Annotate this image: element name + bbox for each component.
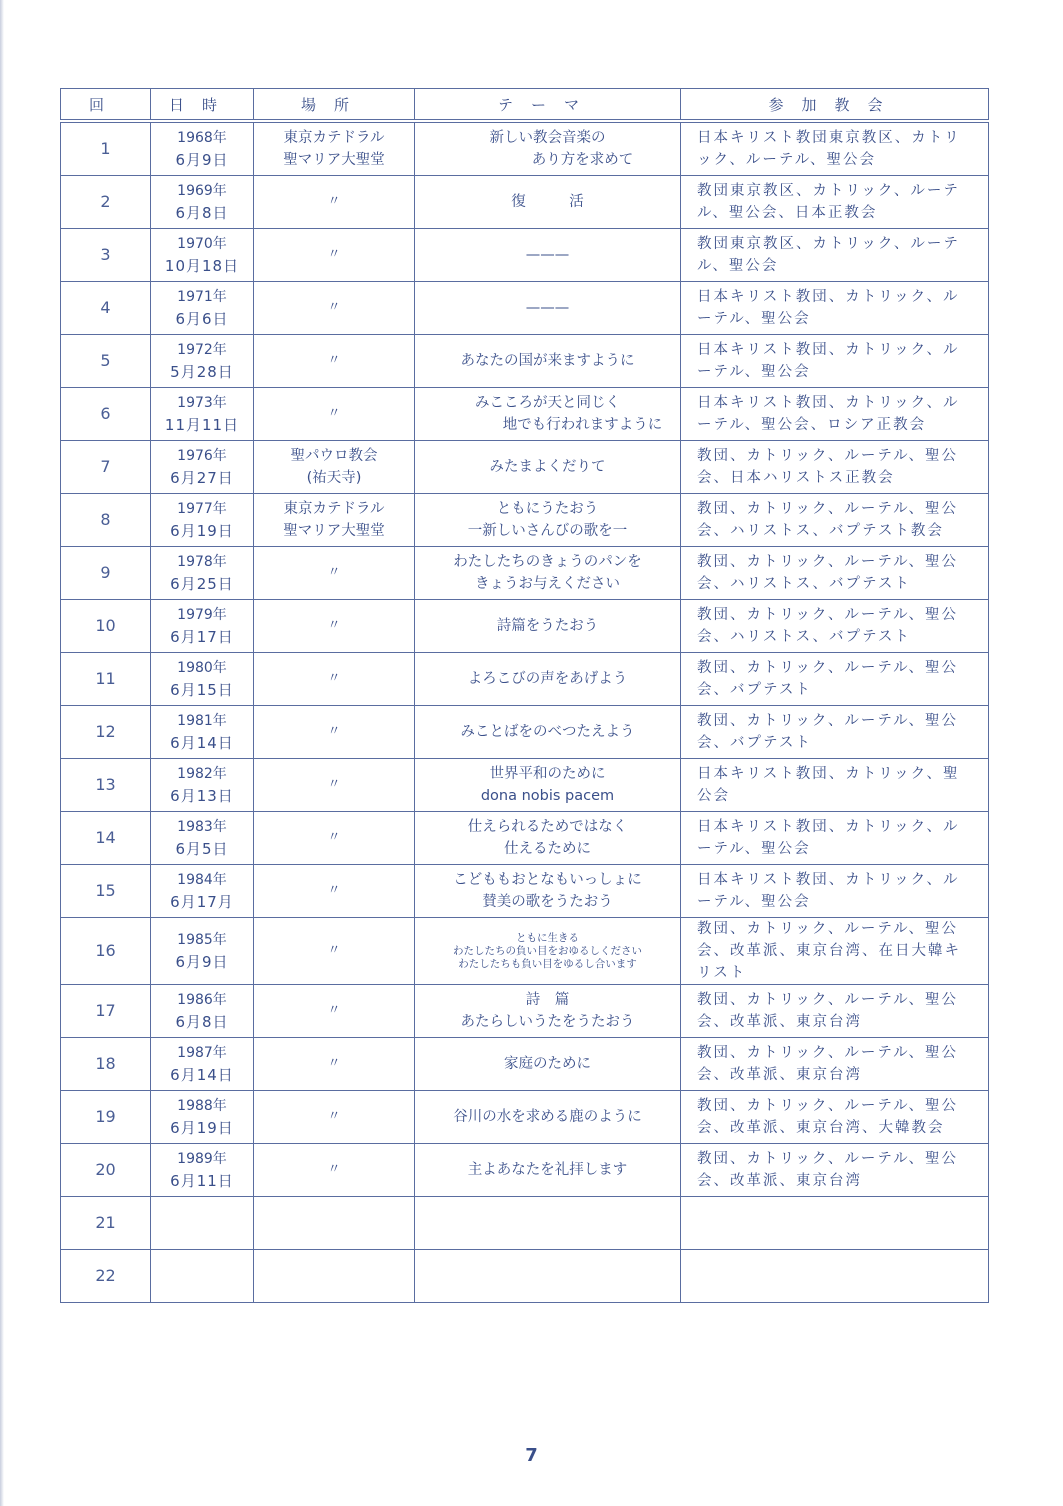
row-number: 6 [61,388,151,441]
theme-line: 世界平和のために [489,766,606,782]
row-churches: 教団、カトリック、ルーテル、聖公会、改革派、東京台湾、在日大韓キリスト [681,918,989,985]
theme-line: 賛美の歌をうたおう [482,894,613,910]
date-month-day: 6月11日 [170,1172,234,1190]
place-line: 聖マリア大聖堂 [283,523,385,539]
row-theme [415,1091,681,1144]
table-row [61,282,989,335]
row-churches: 教団、カトリック、ルーテル、聖公会、改革派、東京台湾 [681,1038,989,1091]
row-churches: 教団、カトリック、ルーテル、聖公会、ハリストス、バプテスト [681,547,989,600]
table-row [61,1038,989,1091]
row-churches [681,1197,989,1250]
place-line: 聖マリア大聖堂 [283,152,385,168]
theme-line: みたまよくだりて [489,459,606,475]
theme-line: あなたの国が来ますように [460,353,635,369]
theme-line: あたらしいうたをうたおう [460,1014,635,1030]
date-month-day: 6月13日 [170,787,234,805]
theme-line: 主よあなたを礼拝します [467,1162,628,1178]
date-year: 1989年 [177,1151,227,1167]
row-number: 20 [61,1144,151,1197]
row-churches: 日本キリスト教団、カトリック、ルーテル、聖公会 [681,282,989,335]
date-year: 1981年 [177,713,227,729]
row-number: 12 [61,706,151,759]
ditto-mark: 〃 [327,247,341,262]
row-number: 3 [61,229,151,282]
date-year: 1986年 [177,992,227,1008]
row-theme [415,229,681,282]
theme-line: 谷川の水を求める鹿のように [453,1109,642,1125]
table-row [61,1250,989,1303]
ditto-mark: 〃 [327,565,341,580]
date-month-day: 6月17日 [170,628,234,646]
date-month-day: 6月8日 [175,1013,229,1031]
row-date [151,918,254,985]
row-date [151,706,254,759]
row-place [254,759,415,812]
row-place [254,494,415,547]
row-date [151,865,254,918]
row-theme [415,600,681,653]
date-month-day: 6月9日 [175,953,229,971]
row-theme [415,1038,681,1091]
ditto-mark: 〃 [327,618,341,633]
row-theme [415,176,681,229]
row-churches: 教団、カトリック、ルーテル、聖公会、ハリストス、バプテスト教会 [681,494,989,547]
place-line: 東京カテドラル [283,130,385,146]
ditto-mark: 〃 [327,724,341,739]
date-year: 1979年 [177,607,227,623]
ditto-mark: 〃 [327,353,341,368]
date-year: 1973年 [177,395,227,411]
row-place [254,282,415,335]
row-number: 7 [61,441,151,494]
table-row [61,600,989,653]
row-date [151,653,254,706]
row-number: 4 [61,282,151,335]
row-date [151,547,254,600]
theme-line: みことばをのべつたえよう [460,724,635,740]
table-body [61,121,989,1303]
row-number: 11 [61,653,151,706]
ditto-mark: 〃 [327,671,341,686]
theme-line: dona nobis pacem [480,788,615,804]
row-number: 14 [61,812,151,865]
row-date [151,1038,254,1091]
theme-line: あり方を求めて [531,152,634,168]
ditto-mark: 〃 [327,1056,341,1071]
ditto-mark: 〃 [327,406,341,421]
date-year: 1988年 [177,1098,227,1114]
date-year: 1972年 [177,342,227,358]
row-place [254,600,415,653]
row-churches: 教団、カトリック、ルーテル、聖公会、ハリストス、バプテスト [681,600,989,653]
row-churches: 日本キリスト教団東京教区、カトリック、ルーテル、聖公会 [681,121,989,176]
header-date: 日時 [151,89,254,122]
table-row [61,335,989,388]
row-number: 10 [61,600,151,653]
row-date [151,1091,254,1144]
theme-line: 新しい教会音楽の [489,130,606,146]
date-month-day: 6月15日 [170,681,234,699]
row-theme [415,494,681,547]
date-year: 1970年 [177,236,227,252]
row-place [254,1250,415,1303]
date-year: 1968年 [177,130,227,146]
date-year: 1984年 [177,872,227,888]
date-year: 1987年 [177,1045,227,1061]
table-row [61,865,989,918]
row-theme [415,759,681,812]
row-churches [681,1250,989,1303]
row-churches: 日本キリスト教団、カトリック、聖公会 [681,759,989,812]
row-date [151,388,254,441]
row-churches: 教団東京教区、カトリック、ルーテル、聖公会、日本正教会 [681,176,989,229]
date-year: 1976年 [177,448,227,464]
date-month-day: 6月14日 [170,734,234,752]
theme-line: きょうお与えください [475,576,620,592]
row-churches: 教団、カトリック、ルーテル、聖公会、改革派、東京台湾、大韓教会 [681,1091,989,1144]
ditto-mark: 〃 [327,1003,341,1018]
table-row [61,653,989,706]
row-theme [415,1250,681,1303]
theme-dash: ——— [525,247,570,263]
row-place [254,918,415,985]
date-month-day: 6月6日 [175,310,229,328]
date-month-day: 6月8日 [175,204,229,222]
table-row [61,1197,989,1250]
table-row [61,918,989,985]
row-theme [415,985,681,1038]
row-place [254,1091,415,1144]
row-place [254,1197,415,1250]
date-month-day: 6月19日 [170,1119,234,1137]
row-theme [415,653,681,706]
header-theme: テーマ [415,89,681,122]
row-date [151,1144,254,1197]
row-number: 17 [61,985,151,1038]
date-month-day: 6月17月 [170,893,234,911]
date-month-day: 6月27日 [170,469,234,487]
ditto-mark: 〃 [327,883,341,898]
row-number: 16 [61,918,151,985]
date-month-day: 6月9日 [175,151,229,169]
row-number: 22 [61,1250,151,1303]
row-number: 8 [61,494,151,547]
row-theme [415,388,681,441]
date-year: 1983年 [177,819,227,835]
ditto-mark: 〃 [327,300,341,315]
row-theme [415,441,681,494]
theme-line: ともにうたおう [496,501,599,517]
theme-line: 仕えるために [504,841,591,857]
theme-line: 一新しいさんびの歌を一 [467,523,628,539]
concert-history-table [60,88,989,1303]
date-year: 1985年 [177,932,227,948]
date-month-day: 6月14日 [170,1066,234,1084]
theme-line: 地でも行われますように [502,417,663,433]
row-place [254,985,415,1038]
theme-line: こどももおとなもいっしょに [453,872,642,888]
row-place [254,812,415,865]
table-row [61,759,989,812]
row-date [151,759,254,812]
header-num: 回 [61,89,151,122]
row-theme [415,121,681,176]
theme-line: 詩篇をうたおう [496,618,599,634]
row-place [254,121,415,176]
row-churches: 日本キリスト教団、カトリック、ルーテル、聖公会 [681,865,989,918]
theme-line: ともに生きる [516,931,579,944]
row-churches: 教団、カトリック、ルーテル、聖公会、バプテスト [681,653,989,706]
row-place [254,865,415,918]
row-number: 21 [61,1197,151,1250]
header-churches: 参加教会 [681,89,989,122]
row-date [151,121,254,176]
theme-line: 家庭のために [504,1056,591,1072]
row-place [254,1144,415,1197]
table-row [61,1144,989,1197]
row-date [151,282,254,335]
row-date [151,335,254,388]
row-churches: 日本キリスト教団、カトリック、ルーテル、聖公会、ロシア正教会 [681,388,989,441]
table-row [61,441,989,494]
page-number: 7 [525,1445,538,1466]
place-line: 聖パウロ教会 [290,448,378,464]
row-churches: 教団、カトリック、ルーテル、聖公会、バプテスト [681,706,989,759]
theme-line: みこころが天と同じく [475,395,620,411]
row-number: 18 [61,1038,151,1091]
row-theme [415,865,681,918]
theme-line: わたしたちも負い目をゆるし合います [458,957,637,970]
table-header-row [61,89,989,122]
row-churches: 日本キリスト教団、カトリック、ルーテル、聖公会 [681,335,989,388]
table-row [61,388,989,441]
row-place [254,706,415,759]
table-row [61,706,989,759]
row-churches: 教団、カトリック、ルーテル、聖公会、改革派、東京台湾 [681,1144,989,1197]
row-number: 1 [61,121,151,176]
table-row [61,494,989,547]
header-place: 場所 [254,89,415,122]
row-theme [415,335,681,388]
row-churches: 教団、カトリック、ルーテル、聖公会、改革派、東京台湾 [681,985,989,1038]
row-place [254,176,415,229]
theme-line: わたしたちのきょうのパンを [453,554,642,570]
table-row [61,229,989,282]
theme-line: 詩 篇 [525,992,570,1008]
table-row [61,176,989,229]
row-place [254,441,415,494]
row-date [151,985,254,1038]
row-date [151,1250,254,1303]
row-theme [415,1197,681,1250]
date-month-day: 11月11日 [164,416,240,434]
row-date [151,812,254,865]
table-row [61,1091,989,1144]
table-row [61,121,989,176]
row-theme [415,1144,681,1197]
date-month-day: 6月19日 [170,522,234,540]
row-number: 2 [61,176,151,229]
row-date [151,176,254,229]
ditto-mark: 〃 [327,1109,341,1124]
row-date [151,1197,254,1250]
ditto-mark: 〃 [327,1162,341,1177]
theme-line: わたしたちの負い目をおゆるしください [453,944,642,957]
ditto-mark: 〃 [327,777,341,792]
row-date [151,494,254,547]
date-year: 1977年 [177,501,227,517]
row-place [254,388,415,441]
row-date [151,229,254,282]
theme-line: 仕えられるためではなく [467,819,628,835]
date-year: 1971年 [177,289,227,305]
row-place [254,547,415,600]
row-churches: 教団、カトリック、ルーテル、聖公会、日本ハリストス正教会 [681,441,989,494]
row-theme [415,706,681,759]
place-line: 東京カテドラル [283,501,385,517]
row-place [254,335,415,388]
page-edge-shadow [0,0,4,1506]
date-month-day: 10月18日 [164,257,240,275]
table-row [61,547,989,600]
date-year: 1980年 [177,660,227,676]
date-month-day: 6月5日 [175,840,229,858]
row-theme [415,282,681,335]
row-place [254,653,415,706]
table-row [61,985,989,1038]
ditto-mark: 〃 [327,943,341,958]
row-date [151,600,254,653]
ditto-mark: 〃 [327,194,341,209]
row-theme [415,812,681,865]
theme-line: よろこびの声をあげよう [467,671,628,687]
date-year: 1969年 [177,183,227,199]
theme-line: 復 活 [511,194,584,210]
row-theme [415,918,681,985]
place-line: (祐天寺) [306,470,362,486]
row-place [254,1038,415,1091]
row-churches: 教団東京教区、カトリック、ルーテル、聖公会 [681,229,989,282]
row-date [151,441,254,494]
row-number: 9 [61,547,151,600]
row-number: 15 [61,865,151,918]
row-number: 19 [61,1091,151,1144]
table-row [61,812,989,865]
date-month-day: 6月25日 [170,575,234,593]
date-year: 1982年 [177,766,227,782]
ditto-mark: 〃 [327,830,341,845]
date-month-day: 5月28日 [170,363,234,381]
row-place [254,229,415,282]
theme-dash: ——— [525,300,570,316]
row-theme [415,547,681,600]
date-year: 1978年 [177,554,227,570]
row-number: 13 [61,759,151,812]
row-churches: 日本キリスト教団、カトリック、ルーテル、聖公会 [681,812,989,865]
row-number: 5 [61,335,151,388]
